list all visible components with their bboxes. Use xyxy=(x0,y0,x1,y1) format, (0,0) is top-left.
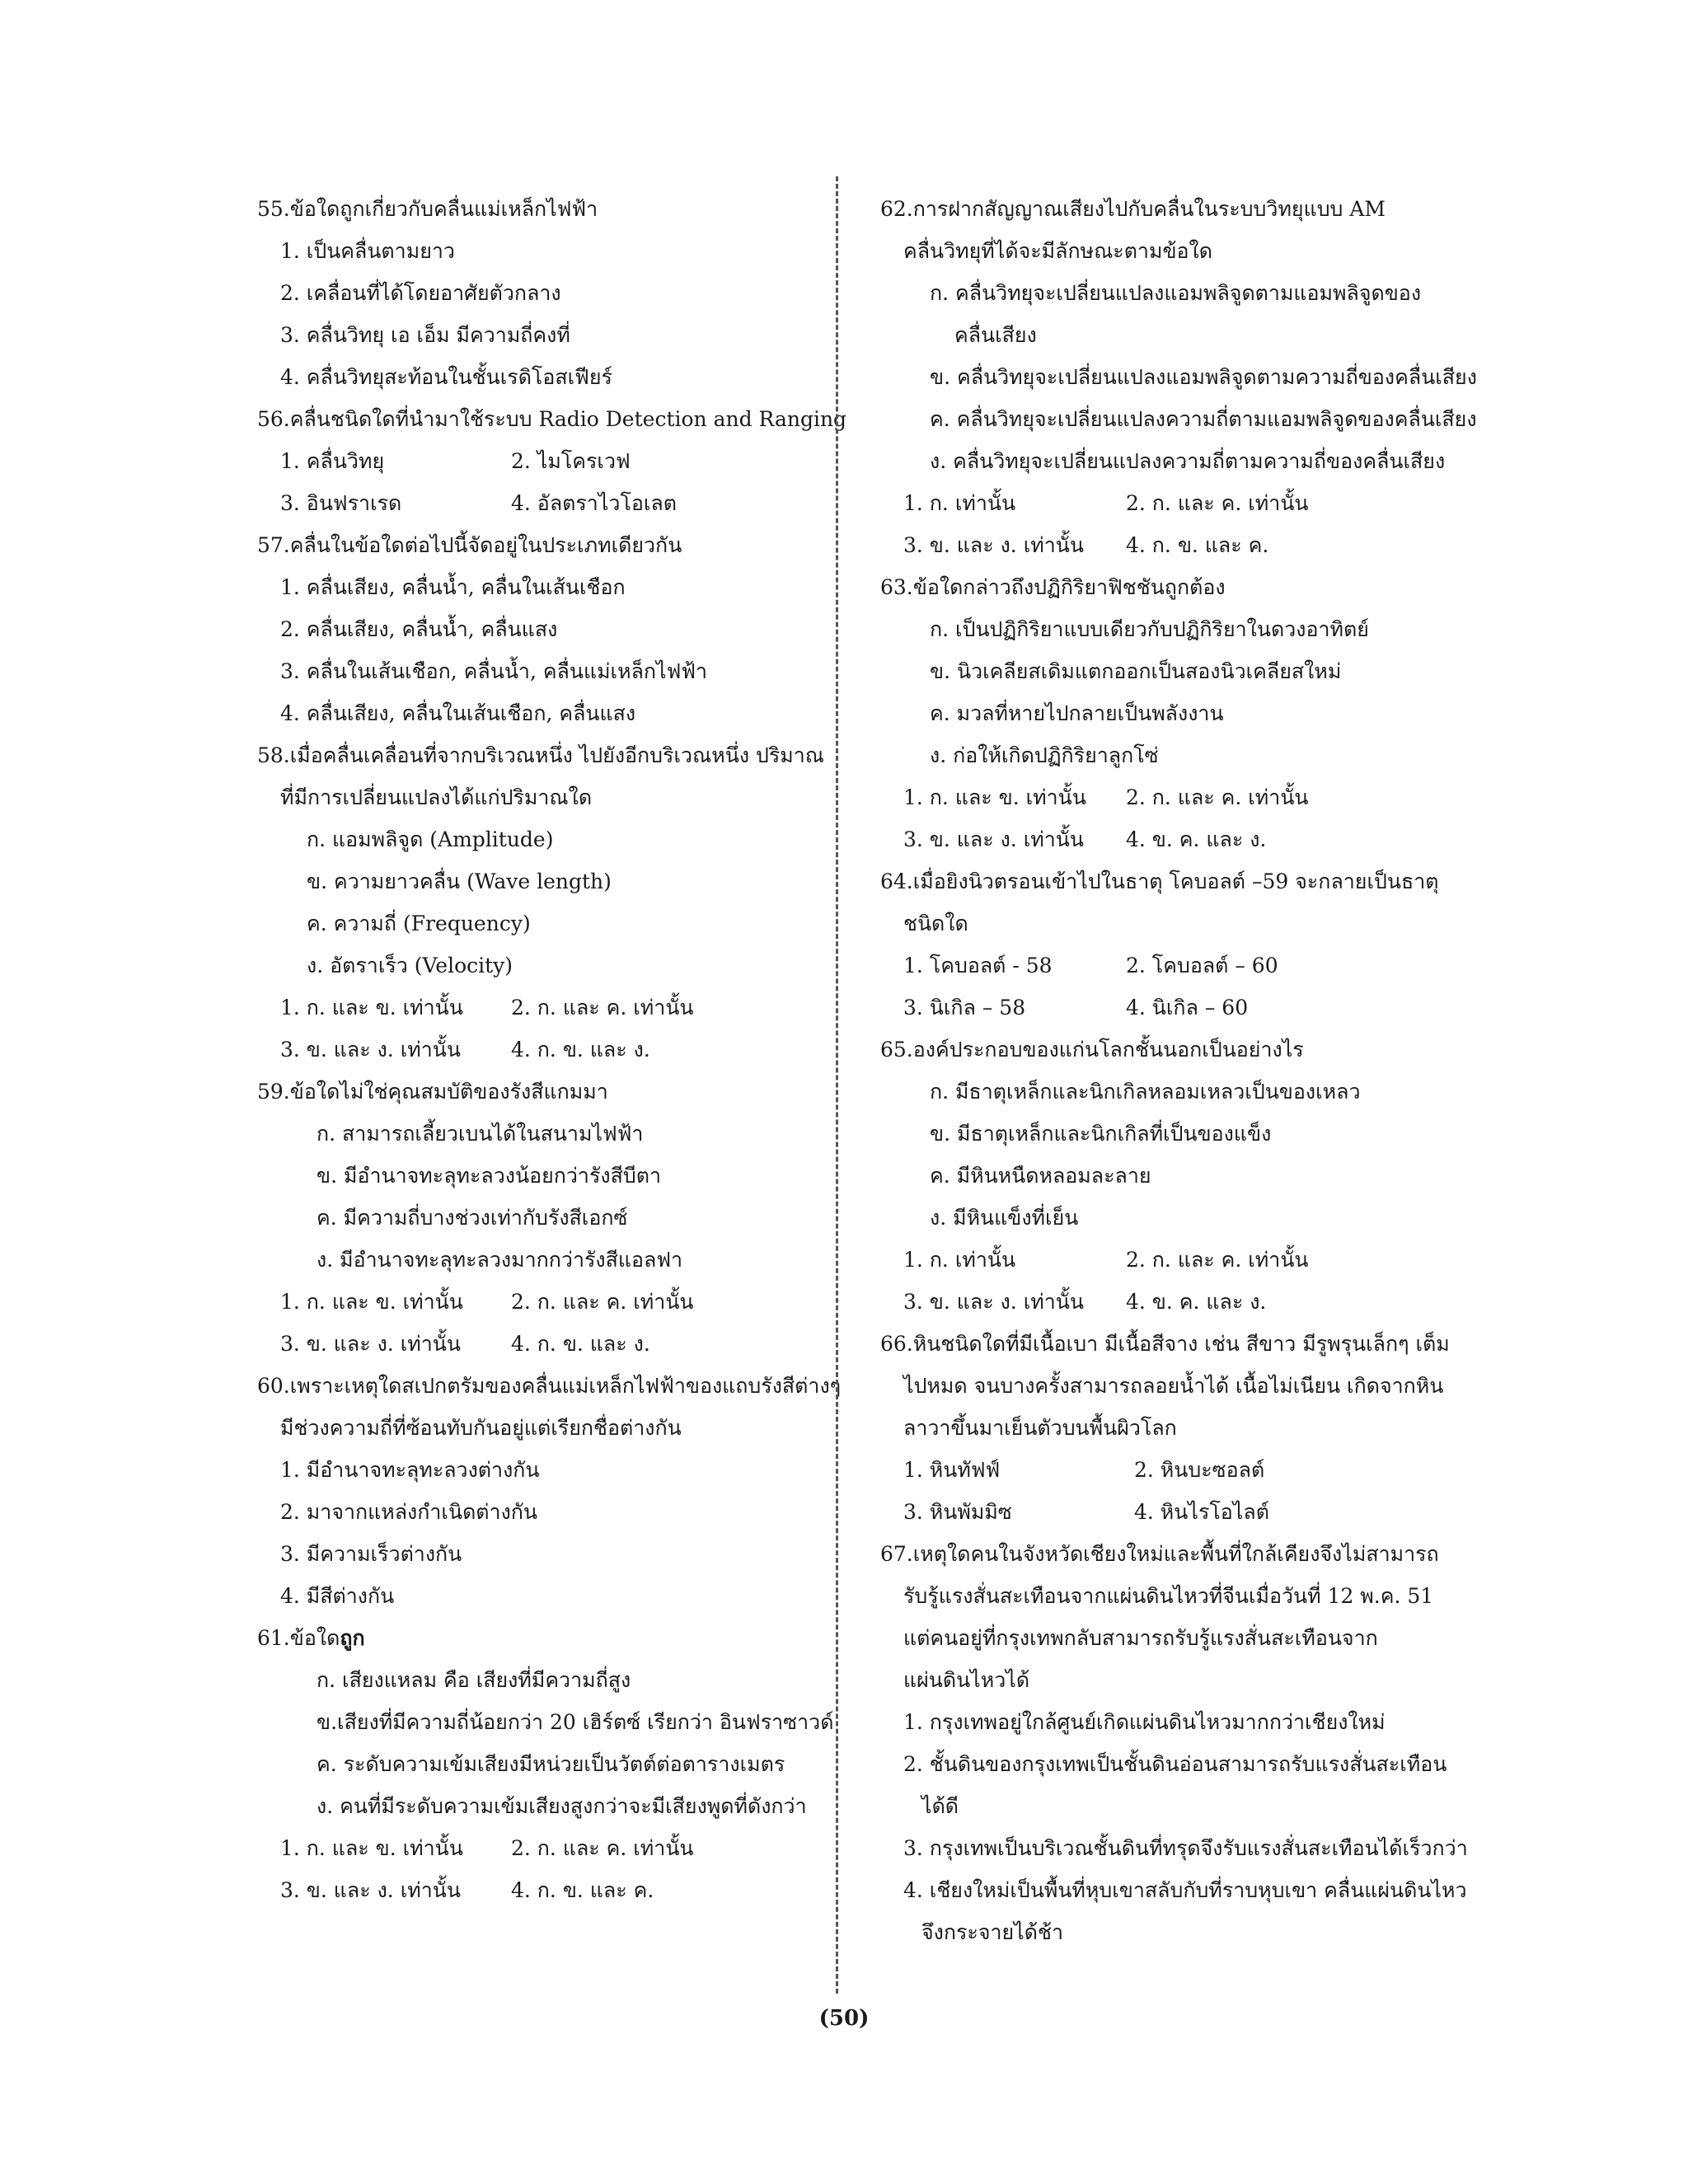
right-text-line xyxy=(880,902,1457,944)
line-text: 1. มีอำนาจทะลุทะลวงต่างกัน xyxy=(280,1458,540,1482)
line-text: ค. มีหินหนืดหลอมละลาย xyxy=(930,1164,1151,1188)
right-choice-row xyxy=(880,987,1457,1029)
choice-option: 2. หินบะซอลต์ xyxy=(1134,1458,1265,1482)
right-text-line xyxy=(880,1155,1457,1197)
line-text: ลาวาขึ้นมาเย็นตัวบนพื้นผิวโลก xyxy=(903,1416,1177,1440)
left-column xyxy=(257,188,847,1911)
line-text: คลื่นเสียง xyxy=(954,323,1037,347)
line-text: 2. คลื่นเสียง, คลื่นน้ำ, คลื่นแสง xyxy=(280,617,558,641)
line-text: 4. คลื่นวิทยุสะท้อนในชั้นเรดิโอสเฟียร์ xyxy=(280,365,612,389)
choice-option: 4. นิเกิล – 60 xyxy=(1126,996,1249,1019)
choice-option: 3. หินพัมมิซ xyxy=(903,1500,1012,1524)
column-divider xyxy=(836,176,838,1994)
left-text-line xyxy=(257,776,818,818)
right-text-line xyxy=(880,398,1477,440)
left-text-line xyxy=(257,1197,818,1239)
line-text: ค. มวลที่หายไปกลายเป็นพลังงาน xyxy=(930,701,1224,725)
left-choice-row xyxy=(257,482,818,524)
choice-option: 4. ก. ข. และ ค. xyxy=(1126,533,1269,557)
choice-option: 1. โคบอลต์ - 58 xyxy=(903,954,1053,977)
line-text: 60.เพราะเหตุใดสเปกตรัมของคลื่นแม่เหล็กไฟฟ้าของแถบรังสีต่างๆ xyxy=(257,1374,842,1398)
choice-option: 4. อัลตราไวโอเลต xyxy=(511,491,677,515)
right-text-line xyxy=(880,1407,1457,1449)
right-text-line xyxy=(880,1785,1457,1827)
left-text-line xyxy=(257,1449,818,1491)
line-text: 1. คลื่นเสียง, คลื่นน้ำ, คลื่นในเส้นเชือก xyxy=(280,575,626,599)
choice-option: 2. โคบอลต์ – 60 xyxy=(1126,954,1278,977)
right-text-line xyxy=(880,440,1457,482)
line-text: ข. มีธาตุเหล็กและนิกเกิลที่เป็นของแข็ง xyxy=(930,1122,1272,1146)
right-text-line xyxy=(880,1827,1468,1869)
right-text-line xyxy=(880,1701,1457,1743)
choice-option: 2. ก. และ ค. เท่านั้น xyxy=(1126,785,1309,809)
right-question-line xyxy=(880,1533,1457,1575)
line-text: ค. คลื่นวิทยุจะเปลี่ยนแปลงความถี่ตามแอมพลิจูดของคลื่นเสียง xyxy=(930,407,1477,431)
line-text: ก. มีธาตุเหล็กและนิกเกิลหลอมเหลวเป็นของเหลว xyxy=(930,1080,1361,1104)
right-choice-row xyxy=(880,482,1457,524)
right-choice-row xyxy=(880,944,1457,987)
line-text: 59.ข้อใดไม่ใช่คุณสมบัติของรังสีแกมมา xyxy=(257,1080,608,1104)
line-text: 4. มีสีต่างกัน xyxy=(280,1584,395,1608)
left-question-line xyxy=(257,1365,842,1407)
right-text-line xyxy=(880,650,1457,692)
line-text: 61.ข้อใด xyxy=(257,1626,340,1650)
choice-option: 2. ก. และ ค. เท่านั้น xyxy=(511,1836,694,1860)
choice-option: 2. ก. และ ค. เท่านั้น xyxy=(1126,491,1309,515)
left-text-line xyxy=(257,818,818,860)
right-choice-row xyxy=(880,524,1457,566)
line-text: ก. คลื่นวิทยุจะเปลี่ยนแปลงแอมพลิจูดตามแอมพลิจูดของ xyxy=(930,281,1422,305)
line-text: ข.เสียงที่มีความถี่น้อยกว่า 20 เฮิร์ตซ์ เรียกว่า อินฟราซาวด์ xyxy=(316,1710,834,1734)
choice-option: 4. ข. ค. และ ง. xyxy=(1126,1290,1267,1314)
line-text: คลื่นวิทยุที่ได้จะมีลักษณะตามข้อใด xyxy=(903,239,1212,263)
right-choice-row xyxy=(880,1491,1457,1533)
right-choice-row xyxy=(880,1449,1457,1491)
choice-option: 3. ข. และ ง. เท่านั้น xyxy=(280,1878,461,1902)
line-text: 3. มีความเร็วต่างกัน xyxy=(280,1542,462,1566)
line-text: ก. สามารถเลี้ยวเบนได้ในสนามไฟฟ้า xyxy=(316,1122,644,1146)
choice-option: 3. ข. และ ง. เท่านั้น xyxy=(903,827,1084,851)
right-question-line xyxy=(880,1323,1457,1365)
line-text: ง. คนที่มีระดับความเข้มเสียงสูงกว่าจะมีเสียงพูดที่ดังกว่า xyxy=(316,1794,807,1818)
left-text-line xyxy=(257,1407,818,1449)
right-question-line xyxy=(880,188,1457,230)
line-text: แผ่นดินไหวได้ xyxy=(903,1668,1030,1692)
line-text: ไปหมด จนบางครั้งสามารถลอยน้ำได้ เนื้อไม่เนียน เกิดจากหิน xyxy=(903,1374,1444,1398)
line-text: 2. มาจากแหล่งกำเนิดต่างกัน xyxy=(280,1500,538,1524)
right-text-line xyxy=(880,1911,1457,1953)
choice-option: 4. ข. ค. และ ง. xyxy=(1126,827,1267,851)
choice-option: 1. ก. เท่านั้น xyxy=(903,1248,1016,1272)
choice-option: 4. ก. ข. และ ค. xyxy=(511,1878,654,1902)
line-text: 65.องค์ประกอบของแก่นโลกชั้นนอกเป็นอย่างไร xyxy=(880,1038,1304,1062)
left-text-line xyxy=(257,314,818,356)
choice-option: 1. ก. และ ข. เท่านั้น xyxy=(280,1290,463,1314)
left-question-line xyxy=(257,188,818,230)
choice-option: 4. ก. ข. และ ง. xyxy=(511,1332,650,1356)
line-text: ง. ก่อให้เกิดปฏิกิริยาลูกโซ่ xyxy=(930,743,1159,767)
choice-option: 3. ข. และ ง. เท่านั้น xyxy=(903,533,1084,557)
line-text: ข. ความยาวคลื่น (Wave length) xyxy=(307,869,612,893)
line-text: 3. คลื่นวิทยุ เอ เอ็ม มีความถี่คงที่ xyxy=(280,323,570,347)
left-text-line xyxy=(257,692,818,734)
left-choice-row xyxy=(257,440,818,482)
right-text-line xyxy=(880,1659,1457,1701)
right-text-line xyxy=(880,692,1457,734)
line-text: ง. คลื่นวิทยุจะเปลี่ยนแปลงความถี่ตามความถี่ของคลื่นเสียง xyxy=(930,449,1446,473)
right-choice-row xyxy=(880,1239,1457,1281)
choice-option: 2. ก. และ ค. เท่านั้น xyxy=(511,996,694,1019)
left-choice-row xyxy=(257,1869,818,1911)
left-question-line xyxy=(257,1071,818,1113)
right-text-line xyxy=(880,1113,1457,1155)
line-text: ที่มีการเปลี่ยนแปลงได้แก่ปริมาณใด xyxy=(280,785,593,809)
line-text: ก. แอมพลิจูด (Amplitude) xyxy=(307,827,554,851)
choice-option: 1. ก. และ ข. เท่านั้น xyxy=(280,996,463,1019)
left-choice-row xyxy=(257,1827,818,1869)
left-text-line xyxy=(257,944,818,987)
choice-option: 1. คลื่นวิทยุ xyxy=(280,449,385,473)
choice-option: 1. ก. และ ข. เท่านั้น xyxy=(903,785,1086,809)
line-text: 66.หินชนิดใดที่มีเนื้อเบา มีเนื้อสีจาง เช่น สีขาว มีรูพรุนเล็กๆ เต็ม xyxy=(880,1332,1450,1356)
page-number: (50) xyxy=(818,2006,870,2031)
line-text: ค. ความถี่ (Frequency) xyxy=(307,912,531,935)
line-text: 1. กรุงเทพอยู่ใกล้ศูนย์เกิดแผ่นดินไหวมากกว่าเชียงใหม่ xyxy=(903,1710,1386,1734)
choice-option: 4. หินไรโอไลต์ xyxy=(1134,1500,1269,1524)
choice-option: 4. ก. ข. และ ง. xyxy=(511,1038,650,1062)
line-text: ข. นิวเคลียสเดิมแตกออกเป็นสองนิวเคลียสใหม่ xyxy=(930,659,1342,683)
line-text: ง. มีอำนาจทะลุทะลวงมากกว่ารังสีแอลฟา xyxy=(316,1248,683,1272)
choice-option: 2. ก. และ ค. เท่านั้น xyxy=(1126,1248,1309,1272)
right-text-line xyxy=(880,1869,1467,1911)
line-text: 3. กรุงเทพเป็นบริเวณชั้นดินที่ทรุดจึงรับแรงสั่นสะเทือนได้เร็วกว่า xyxy=(903,1836,1468,1860)
line-text: 57.คลื่นในข้อใดต่อไปนี้จัดอยู่ในประเภทเดียวกัน xyxy=(257,533,682,557)
line-text: ข. คลื่นวิทยุจะเปลี่ยนแปลงแอมพลิจูดตามความถี่ของคลื่นเสียง xyxy=(930,365,1477,389)
left-choice-row xyxy=(257,1323,818,1365)
line-text: แต่คนอยู่ที่กรุงเทพกลับสามารถรับรู้แรงสั่นสะเทือนจาก xyxy=(903,1626,1378,1650)
choice-option: 3. ข. และ ง. เท่านั้น xyxy=(280,1038,461,1062)
line-text: 2. ชั้นดินของกรุงเทพเป็นชั้นดินอ่อนสามารถรับแรงสั่นสะเทือน xyxy=(903,1752,1447,1776)
line-text: ก. เสียงแหลม คือ เสียงที่มีความถี่สูง xyxy=(316,1668,631,1692)
right-text-line xyxy=(880,1617,1457,1659)
line-text: 4. คลื่นเสียง, คลื่นในเส้นเชือก, คลื่นแสง xyxy=(280,701,636,725)
left-text-line xyxy=(257,860,818,902)
left-text-line xyxy=(257,902,818,944)
line-text: 2. เคลื่อนที่ได้โดยอาศัยตัวกลาง xyxy=(280,281,561,305)
line-text: ค. ระดับความเข้มเสียงมีหน่วยเป็นวัตต์ต่อตารางเมตร xyxy=(316,1752,785,1776)
line-text: ชนิดใด xyxy=(903,912,968,935)
emphasis-text: ถูก xyxy=(340,1626,365,1650)
right-text-line xyxy=(880,608,1457,650)
line-text: รับรู้แรงสั่นสะเทือนจากแผ่นดินไหวที่จีนเมื่อวันที่ 12 พ.ค. 51 xyxy=(903,1584,1434,1608)
right-question-line xyxy=(880,566,1457,608)
line-text: ง. มีหินแข็งที่เย็น xyxy=(930,1206,1079,1230)
line-text: 63.ข้อใดกล่าวถึงปฏิกิริยาฟิชชันถูกต้อง xyxy=(880,575,1226,599)
right-text-line xyxy=(880,314,1457,356)
line-text: มีช่วงความถี่ที่ซ้อนทับกันอยู่แต่เรียกชื่อต่างกัน xyxy=(280,1416,682,1440)
left-question-line xyxy=(257,524,818,566)
left-text-line xyxy=(257,1659,818,1701)
line-text: 3. คลื่นในเส้นเชือก, คลื่นน้ำ, คลื่นแม่เหล็กไฟฟ้า xyxy=(280,659,708,683)
right-text-line xyxy=(880,230,1457,272)
right-text-line xyxy=(880,734,1457,776)
left-text-line xyxy=(257,1239,818,1281)
left-text-line xyxy=(257,1533,818,1575)
left-text-line xyxy=(257,1575,818,1617)
line-text: 62.การฝากสัญญาณเสียงไปกับคลื่นในระบบวิทยุแบบ AM xyxy=(880,197,1386,221)
choice-option: 3. ข. และ ง. เท่านั้น xyxy=(903,1290,1084,1314)
left-text-line xyxy=(257,1155,818,1197)
right-text-line xyxy=(880,272,1457,314)
left-choice-row xyxy=(257,987,818,1029)
left-question-line xyxy=(257,398,847,440)
left-text-line xyxy=(257,1701,834,1743)
line-text: 64.เมื่อยิงนิวตรอนเข้าไปในธาตุ โคบอลต์ –59 จะกลายเป็นธาตุ xyxy=(880,869,1439,893)
right-text-line xyxy=(880,356,1477,398)
right-choice-row xyxy=(880,818,1457,860)
left-choice-row xyxy=(257,1029,818,1071)
line-text: ได้ดี xyxy=(921,1794,959,1818)
choice-option: 1. ก. และ ข. เท่านั้น xyxy=(280,1836,463,1860)
choice-option: 2. ก. และ ค. เท่านั้น xyxy=(511,1290,694,1314)
left-text-line xyxy=(257,1743,818,1785)
choice-option: 3. อินฟราเรด xyxy=(280,491,402,515)
choice-option: 3. นิเกิล – 58 xyxy=(903,996,1026,1019)
line-text: 56.คลื่นชนิดใดที่นำมาใช้ระบบ Radio Detection and Ranging xyxy=(257,407,847,431)
left-text-line xyxy=(257,650,818,692)
right-choice-row xyxy=(880,1281,1457,1323)
left-question-line xyxy=(257,734,824,776)
right-text-line xyxy=(880,1071,1457,1113)
line-text: 58.เมื่อคลื่นเคลื่อนที่จากบริเวณหนึ่ง ไปยังอีกบริเวณหนึ่ง ปริมาณ xyxy=(257,743,824,767)
left-text-line xyxy=(257,566,818,608)
choice-option: 1. หินทัฟฟ์ xyxy=(903,1458,1001,1482)
right-text-line xyxy=(880,1365,1457,1407)
line-text: 1. เป็นคลื่นตามยาว xyxy=(280,239,455,263)
left-text-line xyxy=(257,608,818,650)
left-text-line xyxy=(257,1113,818,1155)
right-question-line xyxy=(880,860,1457,902)
line-text: 4. เชียงใหม่เป็นพื้นที่หุบเขาสลับกับที่ราบหุบเขา คลื่นแผ่นดินไหว xyxy=(903,1878,1467,1902)
line-text: ก. เป็นปฏิกิริยาแบบเดียวกับปฏิกิริยาในดวงอาทิตย์ xyxy=(930,617,1369,641)
right-text-line xyxy=(880,1743,1457,1785)
line-text: ง. อัตราเร็ว (Velocity) xyxy=(307,954,513,977)
left-text-line xyxy=(257,356,818,398)
right-question-line xyxy=(880,1029,1457,1071)
choice-option: 3. ข. และ ง. เท่านั้น xyxy=(280,1332,461,1356)
left-choice-row xyxy=(257,1281,818,1323)
left-text-line xyxy=(257,1491,818,1533)
left-question-line xyxy=(257,1617,818,1659)
line-text: ข. มีอำนาจทะลุทะลวงน้อยกว่ารังสีบีตา xyxy=(316,1164,661,1188)
line-text: 55.ข้อใดถูกเกี่ยวกับคลื่นแม่เหล็กไฟฟ้า xyxy=(257,197,598,221)
left-text-line xyxy=(257,230,818,272)
choice-option: 1. ก. เท่านั้น xyxy=(903,491,1016,515)
left-text-line xyxy=(257,272,818,314)
line-text: 67.เหตุใดคนในจังหวัดเชียงใหม่และพื้นที่ใกล้เคียงจึงไม่สามารถ xyxy=(880,1542,1439,1566)
line-text: จึงกระจายได้ช้า xyxy=(921,1920,1063,1944)
right-column xyxy=(880,188,1477,1953)
line-text: ค. มีความถี่บางช่วงเท่ากับรังสีเอกซ์ xyxy=(316,1206,628,1230)
left-text-line xyxy=(257,1785,818,1827)
right-text-line xyxy=(880,1575,1457,1617)
right-choice-row xyxy=(880,776,1457,818)
choice-option: 2. ไมโครเวฟ xyxy=(511,449,631,473)
right-text-line xyxy=(880,1197,1457,1239)
